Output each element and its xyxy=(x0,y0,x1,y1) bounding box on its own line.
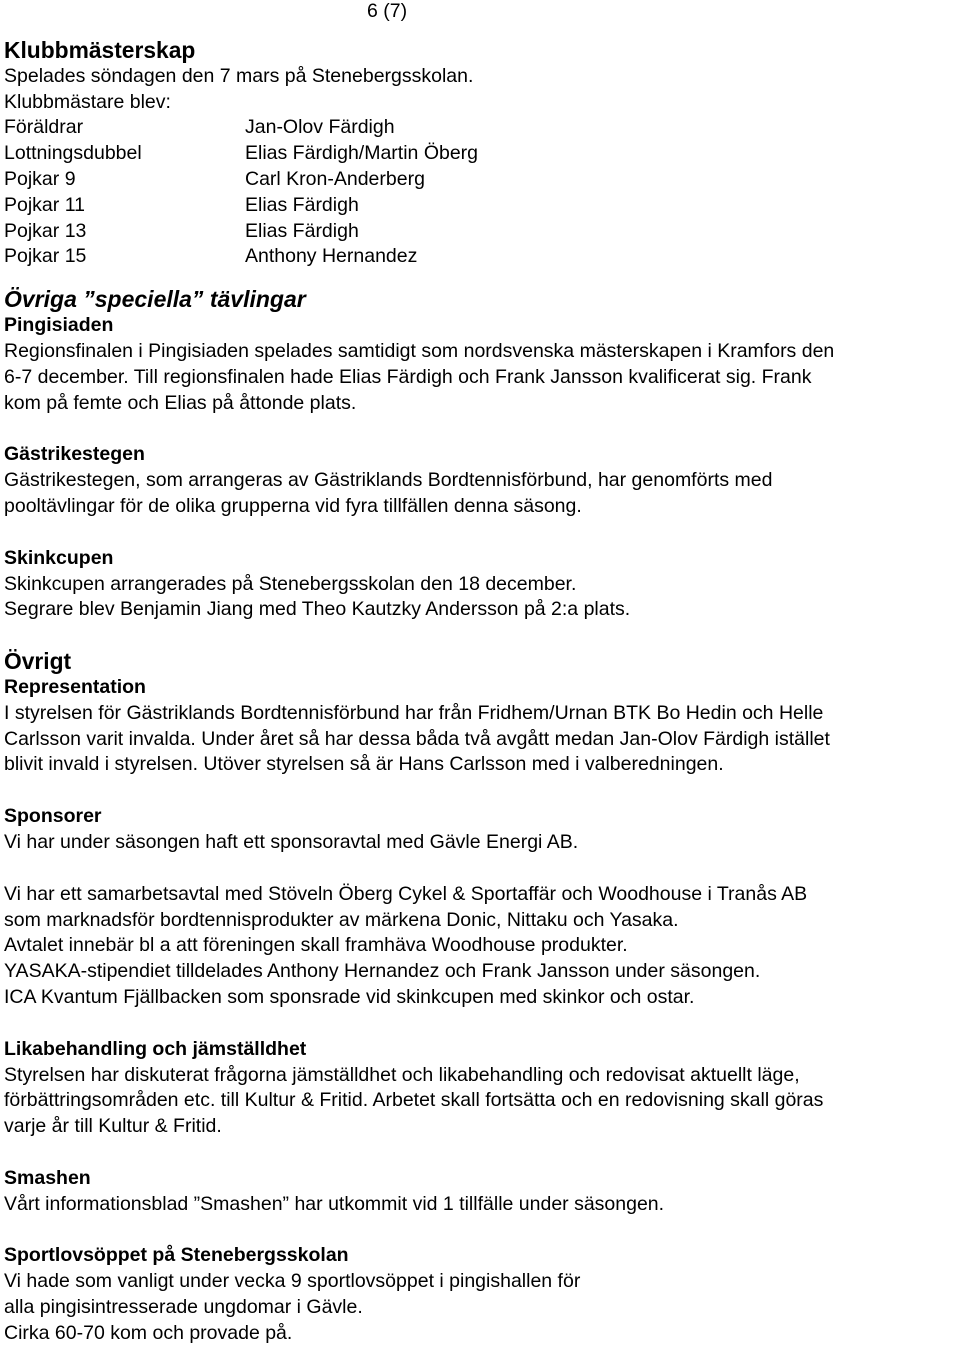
winners-table xyxy=(4,115,958,270)
gastrikestegen-text: Gästrikestegen, som arrangeras av Gästriklands Bordtennisförbund, har genomförts med xyxy=(4,469,773,492)
winner-category: Lottningsdubbel xyxy=(4,142,142,165)
winner-name: Anthony Hernandez xyxy=(245,245,418,268)
likabehandling-text: förbättringsområden etc. till Kultur & Fritid. Arbetet skall fortsätta och en redovisning skall göras xyxy=(4,1089,824,1112)
likabehandling-text: Styrelsen har diskuterat frågorna jämställdhet och likabehandling och redovisat aktuellt läge, xyxy=(4,1063,800,1086)
section-klubbmasterskap xyxy=(4,38,958,270)
representation-heading: Representation xyxy=(4,675,146,698)
representation-text: blivit invald i styrelsen. Utöver styrelsen så är Hans Carlsson med i valberedningen. xyxy=(4,753,724,776)
pingisiaden-heading: Pingisiaden xyxy=(4,314,114,337)
winner-row xyxy=(4,219,958,245)
klubbmasterskap-text: Klubbmästare blev: xyxy=(4,90,171,113)
section-sportlov xyxy=(4,1243,958,1346)
ovriga-heading: Övriga ”speciella” tävlingar xyxy=(4,286,306,313)
klubbmasterskap-heading: Klubbmästerskap xyxy=(4,37,196,63)
winner-row xyxy=(4,141,958,167)
sponsorer-text: Avtalet innebär bl a att föreningen skall framhäva Woodhouse produkter. xyxy=(4,934,628,957)
likabehandling-heading: Likabehandling och jämställdhet xyxy=(4,1037,307,1060)
pingisiaden-text: 6-7 december. Till regionsfinalen hade Elias Färdigh och Frank Jansson kvalificerat sig. Frank xyxy=(4,365,812,388)
sportlov-text: Vi hade som vanligt under vecka 9 sportlovsöppet i pingishallen för xyxy=(4,1270,581,1293)
skinkcupen-text: Skinkcupen arrangerades på Stenebergsskolan den 18 december. xyxy=(4,572,577,595)
page-number: 6 (7) xyxy=(367,0,408,22)
skinkcupen-heading: Skinkcupen xyxy=(4,546,114,569)
winner-name: Carl Kron-Anderberg xyxy=(245,167,425,190)
winner-row xyxy=(4,115,958,141)
winner-name: Jan-Olov Färdigh xyxy=(245,116,395,139)
sponsorer-text: Vi har under säsongen haft ett sponsoravtal med Gävle Energi AB. xyxy=(4,830,579,853)
winner-name: Elias Färdigh/Martin Öberg xyxy=(245,142,479,165)
sponsorer-heading: Sponsorer xyxy=(4,805,102,828)
winner-name: Elias Färdigh xyxy=(245,193,359,216)
winner-category: Pojkar 9 xyxy=(4,167,76,190)
skinkcupen-text: Segrare blev Benjamin Jiang med Theo Kautzky Andersson på 2:a plats. xyxy=(4,598,631,621)
winner-category: Pojkar 11 xyxy=(4,193,85,216)
representation-text: Carlsson varit invalda. Under året så har dessa båda två avgått medan Jan-Olov Färdigh istället xyxy=(4,727,830,750)
section-skinkcupen xyxy=(4,546,958,623)
winner-row xyxy=(4,167,958,193)
sponsorer-text: Vi har ett samarbetsavtal med Stöveln Öberg Cykel & Sportaffär och Woodhouse i Tranås AB xyxy=(4,882,808,905)
winner-category: Föräldrar xyxy=(4,116,84,139)
sponsorer-text: som marknadsför bordtennisprodukter av märkena Donic, Nittaku och Yasaka. xyxy=(4,908,679,931)
document-body xyxy=(4,38,958,1347)
pingisiaden-text: Regionsfinalen i Pingisiaden spelades samtidigt som nordsvenska mästerskapen i Kramfors den xyxy=(4,339,835,362)
sportlov-text: Cirka 60-70 kom och provade på. xyxy=(4,1321,293,1344)
section-pingisiaden xyxy=(4,313,958,416)
smashen-text: Vårt informationsblad ”Smashen” har utkommit vid 1 tillfälle under säsongen. xyxy=(4,1192,665,1215)
smashen-heading: Smashen xyxy=(4,1166,91,1189)
winner-row xyxy=(4,193,958,219)
pingisiaden-text: kom på femte och Elias på åttonde plats. xyxy=(4,391,357,414)
representation-text: I styrelsen för Gästriklands Bordtennisförbund har från Fridhem/Urnan BTK Bo Hedin och Helle xyxy=(4,701,824,724)
section-ovrigt xyxy=(4,649,958,778)
gastrikestegen-heading: Gästrikestegen xyxy=(4,443,145,466)
winner-row xyxy=(4,244,958,270)
section-likabehandling xyxy=(4,1037,958,1140)
winner-category: Pojkar 13 xyxy=(4,219,87,242)
klubbmasterskap-text: Spelades söndagen den 7 mars på Stenebergsskolan. xyxy=(4,64,474,87)
gastrikestegen-text: pooltävlingar för de olika grupperna vid fyra tillfällen denna säsong. xyxy=(4,494,582,517)
winner-name: Elias Färdigh xyxy=(245,219,359,242)
section-sponsorer-details xyxy=(4,882,958,1011)
ovrigt-heading: Övrigt xyxy=(4,648,72,675)
section-gastrikestegen xyxy=(4,442,958,519)
sportlov-heading: Sportlovsöppet på Stenebergsskolan xyxy=(4,1244,349,1267)
sponsorer-text: YASAKA-stipendiet tilldelades Anthony Hernandez och Frank Jansson under säsongen. xyxy=(4,960,761,983)
likabehandling-text: varje år till Kultur & Fritid. xyxy=(4,1115,222,1138)
section-smashen xyxy=(4,1166,958,1218)
sportlov-text: alla pingisintresserade ungdomar i Gävle. xyxy=(4,1296,363,1319)
winner-category: Pojkar 15 xyxy=(4,245,87,268)
sponsorer-text: ICA Kvantum Fjällbacken som sponsrade vid skinkcupen med skinkor och ostar. xyxy=(4,985,695,1008)
section-sponsorer xyxy=(4,804,958,856)
